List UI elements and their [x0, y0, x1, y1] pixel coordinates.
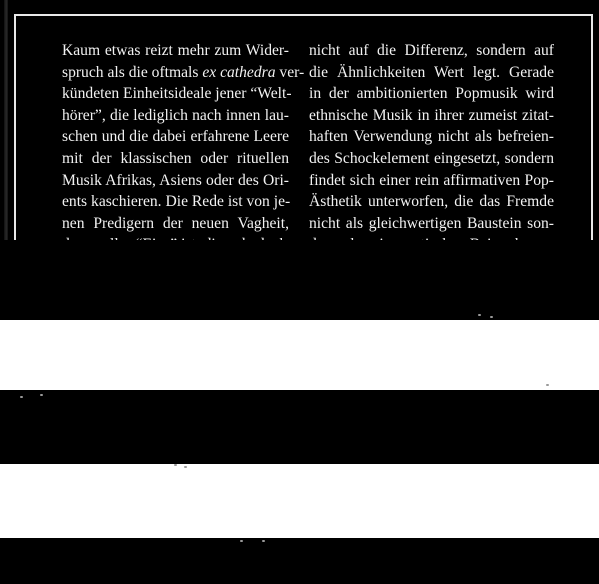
- text-line: Kaum etwas reizt mehr zum Wider-: [62, 42, 289, 59]
- text-line: nen Predigern der neuen Vagheit,: [62, 214, 289, 232]
- scan-noise: [184, 466, 187, 468]
- scan-noise: [478, 314, 481, 316]
- black-redaction-band: [0, 538, 599, 584]
- text-line: findet sich einer rein affirmativen Pop-: [309, 171, 554, 189]
- text-line: ents kaschieren. Die Rede ist von je-: [62, 193, 291, 211]
- scan-noise: [20, 396, 23, 398]
- italic-phrase: ex cathedra: [202, 63, 276, 81]
- scan-noise: [174, 464, 177, 466]
- scan-noise: [262, 540, 265, 542]
- text-line: hörer”, die lediglich nach innen lau-: [62, 106, 289, 124]
- text-line: nicht als gleichwertigen Baustein son-: [309, 214, 554, 232]
- text-line: spruch als die oftmals ex cathedra ver-: [62, 63, 305, 81]
- white-blank-band: [0, 320, 599, 390]
- text-line: Ästhetik unterworfen, die das Fremde: [309, 193, 554, 211]
- text-line: schen und die dabei erfahrene Leere: [62, 128, 289, 146]
- text-line: kündeten Einheitsideale jener “Welt-: [62, 85, 292, 103]
- scan-noise: [546, 384, 549, 386]
- text-line: haften Verwendung nicht als befreien-: [309, 128, 554, 146]
- text-line: des Schockelement eingesetzt, sondern: [309, 149, 554, 167]
- scan-noise: [240, 540, 243, 542]
- scan-noise: [490, 316, 493, 318]
- scan-noise: [40, 394, 43, 396]
- text-line: die Ähnlichkeiten Wert legt. Gerade: [309, 63, 554, 81]
- black-redaction-band: [0, 240, 599, 320]
- white-blank-band: [0, 464, 599, 538]
- text-line: nicht auf die Differenz, sondern auf: [309, 42, 554, 59]
- text-line: mit der klassischen oder rituellen: [62, 149, 289, 167]
- text-line: ethnische Musik in ihrer zumeist zitat-: [309, 106, 554, 124]
- black-redaction-band: [0, 390, 599, 464]
- text-line: Musik Afrikas, Asiens oder des Ori-: [62, 171, 289, 189]
- text-line: in der ambitionierten Popmusik wird: [309, 85, 554, 103]
